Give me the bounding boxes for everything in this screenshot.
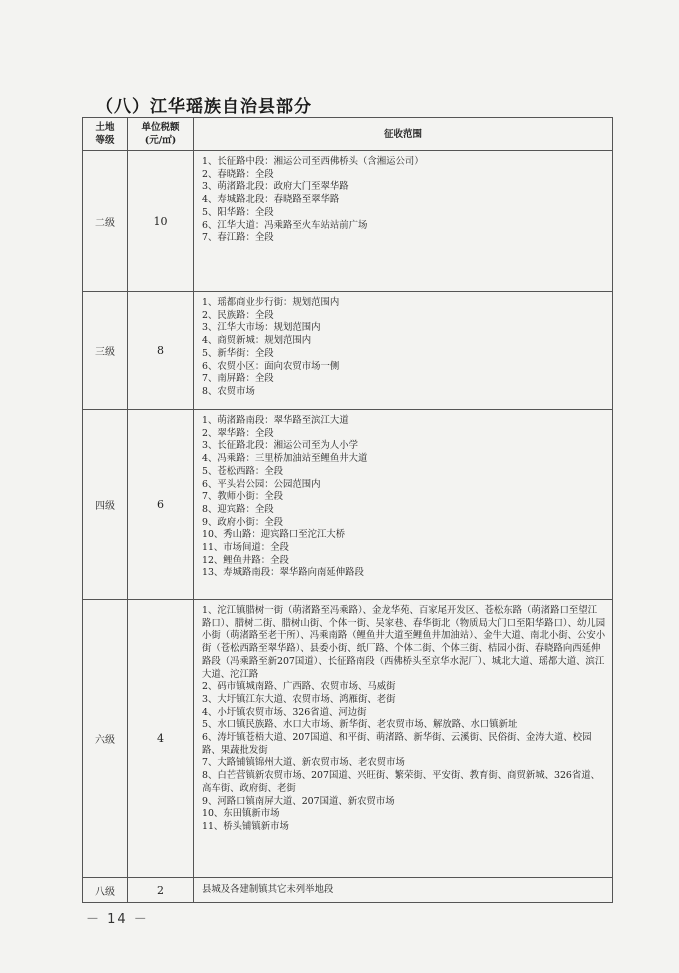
range-item: 6、平头岩公园：公园范围内 — [202, 478, 321, 490]
header-levy-range-label: 征收范围 — [383, 128, 422, 140]
range-item: 3、萌渚路北段：政府大门至翠华路 — [202, 181, 349, 193]
range-item: 县城及各建制镇其它未列举地段 — [202, 884, 334, 896]
header-unit-tax — [128, 118, 194, 151]
header-land-grade — [83, 118, 128, 151]
table-row — [83, 410, 613, 600]
levy-range-cell — [194, 878, 613, 903]
range-item: 1、萌渚路南段：翠华路至滨江大道 — [202, 415, 349, 426]
tax-rate-table — [82, 117, 613, 903]
table-row — [83, 292, 613, 410]
range-item: 6、涛圩镇苍梧大道、207国道、和平街、萌渚路、新华街、云溪街、民俗街、金涛大道、校园路、果蔬批发街 — [202, 732, 592, 756]
range-item: 5、新华街：全段 — [202, 347, 274, 359]
range-item: 11、桥头铺镇新市场 — [202, 820, 289, 832]
page-number: － 14 － — [86, 912, 149, 927]
range-item: 11、市场间道：全段 — [202, 542, 289, 554]
table-row — [83, 878, 613, 903]
range-item: 9、河路口镇南屏大道、207国道、新农贸市场 — [202, 795, 395, 807]
table-row — [83, 151, 613, 292]
unit-tax-cell: 6 — [128, 410, 194, 600]
range-item: 1、长征路中段：湘运公司至西佛桥头（含湘运公司） — [202, 156, 424, 167]
table-row — [83, 600, 613, 878]
land-grade-cell: 二级 — [83, 151, 128, 292]
range-item: 8、农贸市场 — [202, 385, 255, 397]
range-item: 9、政府小街：全段 — [202, 516, 283, 528]
range-item: 13、寿城路南段：翠华路向南延伸路段 — [202, 567, 364, 579]
range-item: 6、江华大道：冯乘路至火车站站前广场 — [202, 219, 368, 231]
range-item: 4、小圩镇农贸市场、326省道、河边街 — [202, 706, 367, 718]
table-header-row — [83, 118, 613, 151]
land-grade-cell: 三级 — [83, 292, 128, 410]
range-item: 8、迎宾路：全段 — [202, 503, 274, 515]
range-item: 5、阳华路：全段 — [202, 206, 274, 218]
table-body — [83, 151, 613, 903]
header-levy-range — [194, 118, 613, 151]
header-unit-tax-label: 单位税额 (元/㎡) — [141, 122, 180, 146]
range-item: 6、农贸小区：面向农贸市场一侧 — [202, 360, 340, 372]
range-item: 2、民族路：全段 — [202, 309, 274, 321]
range-item: 7、南屏路：全段 — [202, 373, 274, 385]
levy-range-cell — [194, 151, 613, 292]
unit-tax-cell: 8 — [128, 292, 194, 410]
unit-tax-cell: 2 — [128, 878, 194, 903]
range-item: 1、瑶都商业步行街：规划范围内 — [202, 297, 340, 308]
levy-range-cell — [194, 410, 613, 600]
range-item: 7、大路铺镇锦州大道、新农贸市场、老农贸市场 — [202, 757, 405, 769]
levy-range-cell — [194, 600, 613, 878]
land-grade-cell: 六级 — [83, 600, 128, 878]
range-item: 2、码市镇城南路、广西路、农贸市场、马威街 — [202, 681, 396, 693]
unit-tax-cell: 4 — [128, 600, 194, 878]
range-item: 4、商贸新城：规划范围内 — [202, 335, 312, 347]
header-land-grade-label: 土地 等级 — [95, 122, 115, 146]
range-item: 12、鲤鱼井路：全段 — [202, 554, 289, 566]
levy-range-cell — [194, 292, 613, 410]
range-item: 4、寿城路北段：春晓路至翠华路 — [202, 194, 340, 206]
land-grade-cell: 四级 — [83, 410, 128, 600]
range-item: 2、春晓路：全段 — [202, 168, 274, 180]
range-item: 1、沱江镇腊树一街（萌渚路至冯乘路）、金龙华苑、百家尾开发区、苍松东路（萌渚路口至望江路口）、腊树二街、腊树山街、个体一街、吴家巷、春华街北（物质局大门口至阳华路口）、幼儿园小街（萌渚路至老干所）、冯乘南路（鲤鱼井大道至鲤鱼井加油站）、金牛大道、南北小街、公安小街（苍松西路至翠华路）、县委小街、纸厂路、个体二街、个体三街、桔园小街、春晓路向西延伸路段（冯乘路至新207国道）、长征路南段（西佛桥头至京华水泥厂）、城北大道、瑶都大道、滨江大道、沱江路 — [202, 605, 606, 680]
range-item: 5、水口镇民族路、水口大市场、新华街、老农贸市场、解放路、水口镇新址 — [202, 719, 518, 731]
range-item: 8、白芒营镇新农贸市场、207国道、兴旺街、繁荣街、平安街、教育街、商贸新城、326省道、高车街、政府街、老街 — [202, 770, 601, 794]
range-item: 7、春江路：全段 — [202, 232, 274, 244]
range-item: 5、苍松西路：全段 — [202, 465, 283, 477]
unit-tax-cell: 10 — [128, 151, 194, 292]
section-title: （八）江华瑶族自治县部分 — [96, 97, 312, 117]
range-item: 10、秀山路：迎宾路口至沱江大桥 — [202, 529, 346, 541]
land-grade-cell: 八级 — [83, 878, 128, 903]
range-item: 3、大圩镇江东大道、农贸市场、鸿雁街、老街 — [202, 693, 396, 705]
range-item: 3、江华大市场：规划范围内 — [202, 322, 321, 334]
range-item: 4、冯乘路：三里桥加油站至鲤鱼井大道 — [202, 453, 368, 465]
range-item: 10、东田镇新市场 — [202, 808, 280, 820]
range-item: 3、长征路北段：湘运公司至为人小学 — [202, 440, 358, 452]
range-item: 7、教师小街：全段 — [202, 491, 283, 503]
range-item: 2、翠华路：全段 — [202, 427, 274, 439]
